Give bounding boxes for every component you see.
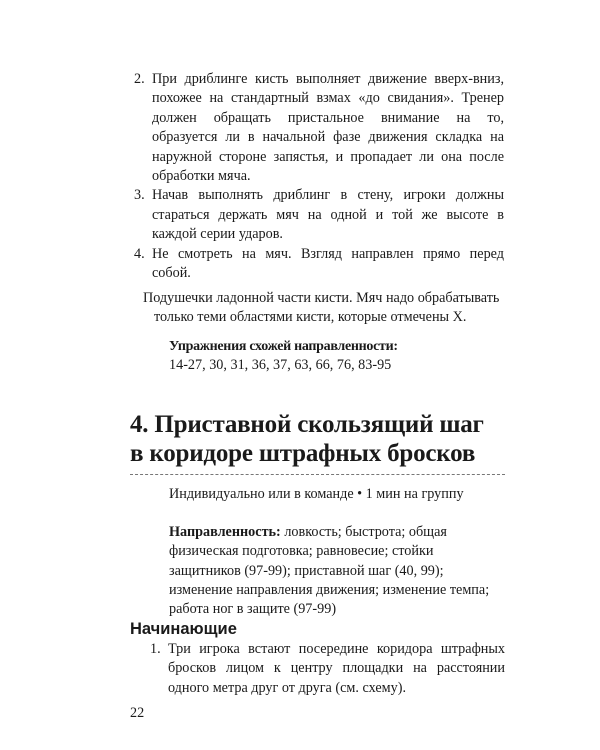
item-number: 2.: [134, 71, 145, 87]
note-line-1: Подушечки ладонной части кисти. Мяч надо обрабатывать: [143, 290, 500, 306]
item-text: При дриблинге кисть выполняет движение вверх-вниз, похожее на стандартный взмах «до свидания». Тренер должен обращать пристальное внимание на то, образуется ли в начальной фазе движения складка на наружной стороне запястья, и пропадает ли она после обработки мяча.: [152, 71, 504, 185]
beginners-list: [150, 640, 505, 698]
item-text: Три игрока встают посередине коридора штрафных бросков лицом к центру площадки на расстоянии одного метра друг от друга (см. схему).: [168, 641, 505, 696]
heading-divider: [130, 474, 505, 475]
section-heading: [130, 410, 505, 475]
list-item: [150, 640, 505, 698]
item-number: 1.: [150, 641, 161, 657]
beginners-heading: Начинающие: [130, 620, 237, 638]
exercise-meta: Индивидуально или в команде • 1 мин на группу: [169, 486, 464, 502]
exercise-focus: [169, 523, 505, 619]
instruction-list: [134, 70, 504, 283]
item-text: Начав выполнять дриблинг в стену, игроки должны стараться держать мяч на одной и той же высоте в каждой серии ударов.: [152, 187, 504, 243]
focus-label: Направленность:: [169, 524, 281, 540]
hand-note: [143, 289, 505, 328]
list-item: [134, 245, 504, 284]
list-item: [134, 186, 504, 244]
item-number: 4.: [134, 245, 145, 262]
page-number: 22: [130, 705, 145, 721]
section-title-line-2: в коридоре штрафных бросков: [130, 440, 476, 467]
section-title-line-1: 4. Приставной скользящий шаг: [130, 411, 484, 438]
similar-exercises-title: Упражнения схожей направленности:: [169, 339, 398, 354]
item-text: Не смотреть на мяч. Взгляд направлен прямо перед собой.: [152, 245, 504, 282]
similar-exercises-numbers: 14-27, 30, 31, 36, 37, 63, 66, 76, 83-95: [169, 357, 392, 373]
item-number: 3.: [134, 187, 145, 204]
note-line-2: только теми областями кисти, которые отмечены Х.: [154, 309, 467, 326]
list-item: [134, 70, 504, 186]
focus-text: ловкость; быстрота; общая физическая подготовка; равновесие; стойки защитников (97-99); приставной шаг (40, 99); изменение направления движения; изменение темпа; работа ног в защите (97-99): [169, 524, 490, 618]
